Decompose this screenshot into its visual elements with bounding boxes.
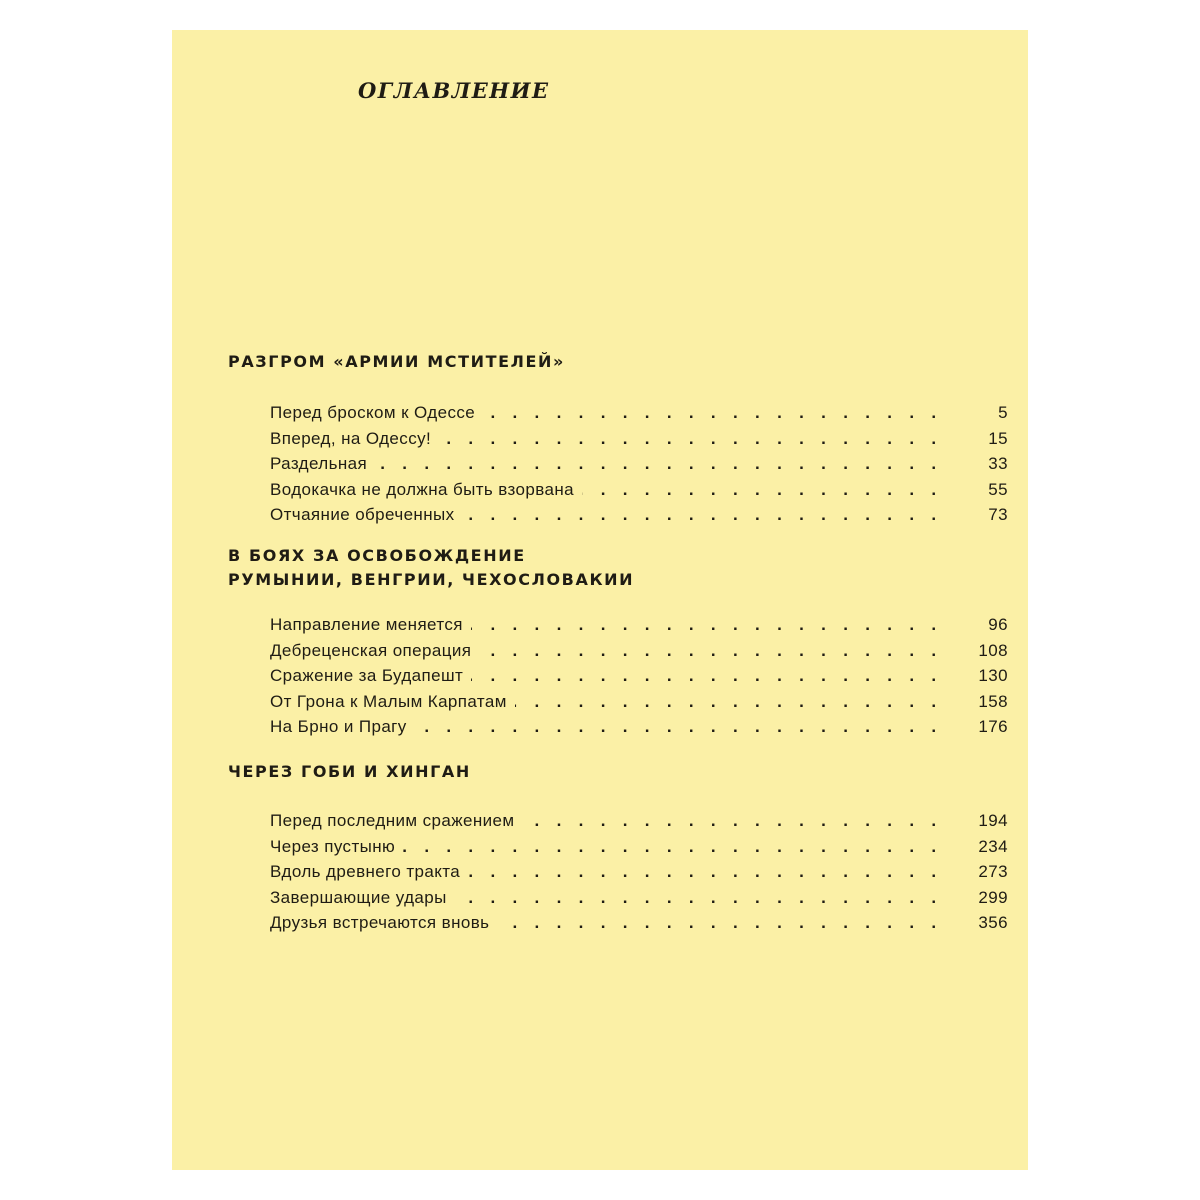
entry-title: От Грона к Малым Карпатам [270,689,515,715]
entry-page-number: 176 [978,717,1008,736]
entry-page-number: 356 [978,913,1008,932]
section-heading [228,350,1008,374]
section-heading [228,544,1008,592]
entry-title: Через пустыню [270,834,403,860]
entry-page-number: 33 [988,454,1008,473]
entry-title: Вперед, на Одессу! [270,426,439,452]
entry-page-number: 15 [988,428,1008,448]
section-heading-line: РАЗГРОМ «АРМИИ МСТИТЕЛЕЙ» [228,352,565,371]
toc-entry[interactable] [228,910,1008,936]
entry-page-number: 5 [998,403,1008,422]
toc-entry-list [228,808,1008,936]
entry-title: Перед последним сражением [270,808,523,834]
entry-title: Сражение за Будапешт [270,663,471,689]
entry-page-number: 273 [978,862,1008,881]
section-heading-line: В БОЯХ ЗА ОСВОБОЖДЕНИЕ [228,546,526,565]
toc-entry[interactable] [228,502,1008,528]
entry-title: Друзья встречаются вновь [270,910,497,936]
toc-entry[interactable] [228,612,1008,638]
section-heading-line: ЧЕРЕЗ ГОБИ И ХИНГАН [228,762,471,781]
entry-title: Перед броском к Одессе [270,400,483,426]
entry-title: Водокачка не должна быть взорвана [270,477,582,503]
toc-section-3 [228,760,1008,936]
toc-entry[interactable] [228,808,1008,834]
toc-entry[interactable] [228,834,1008,860]
entry-page-number: 234 [978,836,1008,856]
entry-title: Направление меняется [270,612,471,638]
section-heading [228,760,1008,784]
toc-entry[interactable] [228,400,1008,426]
entry-page-number: 158 [978,691,1008,711]
toc-entry[interactable] [228,477,1008,503]
toc-entry[interactable] [228,426,1008,452]
entry-page-number: 299 [978,887,1008,907]
toc-entry[interactable] [228,885,1008,911]
toc-entry[interactable] [228,859,1008,885]
toc-entry-list [228,612,1008,740]
entry-page-number: 55 [988,479,1008,499]
toc-entry-list [228,400,1008,528]
toc-entry[interactable] [228,638,1008,664]
toc-section-2 [228,544,1008,740]
entry-title: Раздельная [270,451,375,477]
entry-title: Завершающие удары [270,885,455,911]
entry-page-number: 130 [978,666,1008,685]
entry-title: Отчаяние обреченных [270,502,463,528]
toc-entry[interactable] [228,714,1008,740]
page-title: ОГЛАВЛЕНИЕ [358,78,550,103]
book-page [172,30,1028,1170]
toc-entry[interactable] [228,689,1008,715]
section-heading-line: РУМЫНИИ, ВЕНГРИИ, ЧЕХОСЛОВАКИИ [228,570,635,589]
entry-page-number: 194 [978,811,1008,830]
entry-title: Дебреценская операция [270,638,479,664]
entry-title: Вдоль древнего тракта [270,859,468,885]
toc-entry[interactable] [228,663,1008,689]
entry-page-number: 73 [988,505,1008,524]
entry-title: На Брно и Прагу [270,714,415,740]
toc-entry[interactable] [228,451,1008,477]
toc-section-1 [228,350,1008,528]
entry-page-number: 96 [988,615,1008,634]
entry-page-number: 108 [978,640,1008,660]
